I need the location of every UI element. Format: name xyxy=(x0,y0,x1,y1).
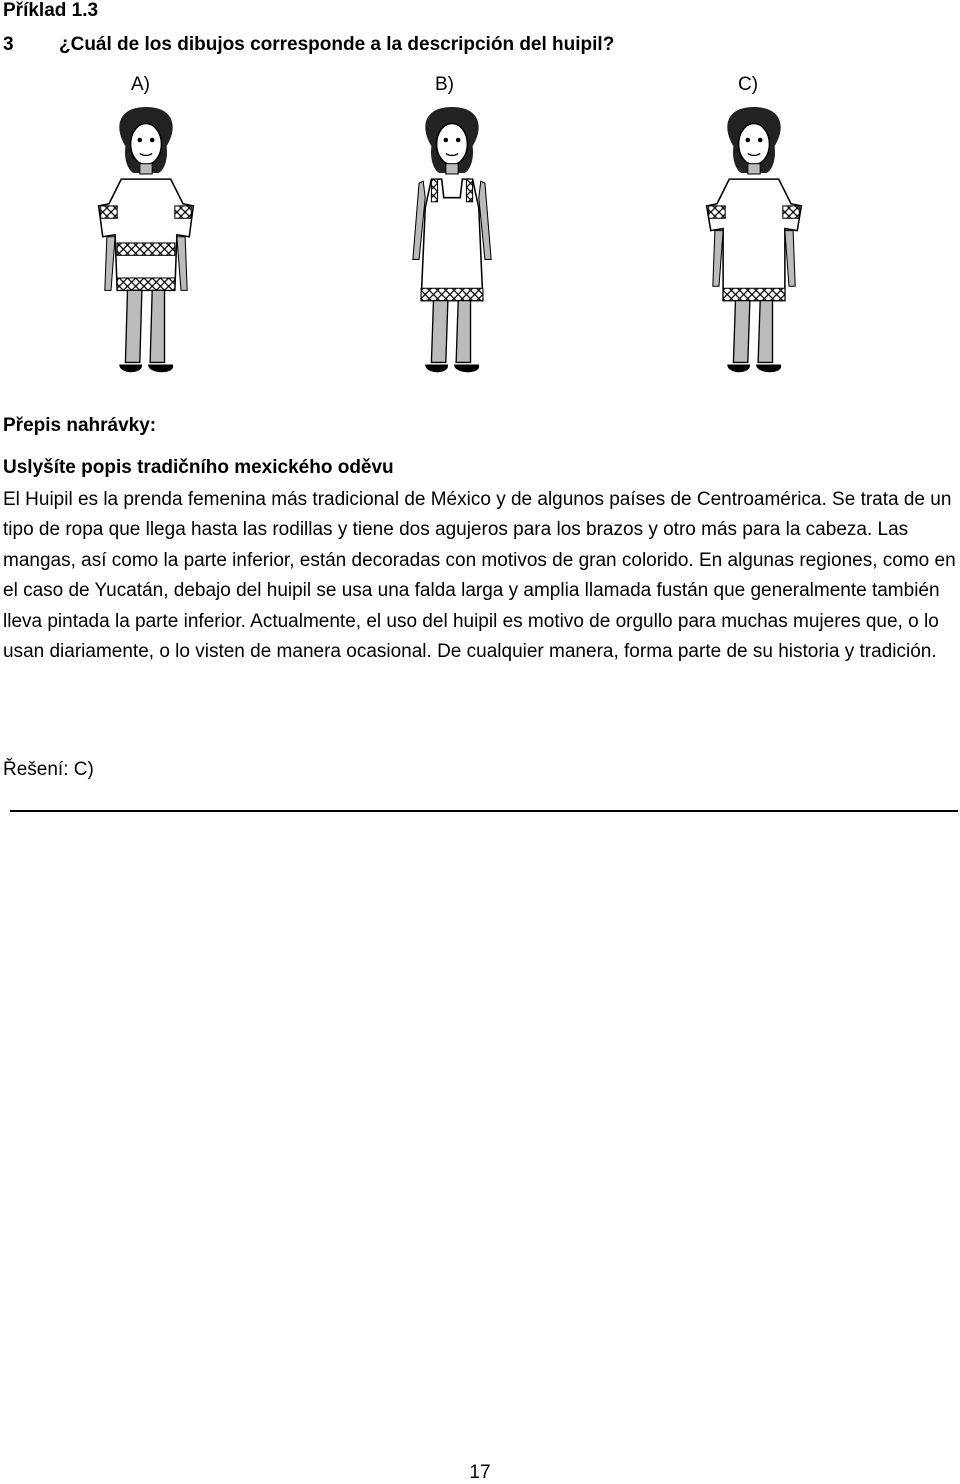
woman-huipil-decorated-icon xyxy=(702,105,806,383)
question-text: ¿Cuál de los dibujos corresponde a la descripción del huipil? xyxy=(59,34,615,55)
solution: Řešení: C) xyxy=(3,759,94,780)
transcript-subtitle: Uslyšíte popis tradičního mexického oděvu xyxy=(3,457,394,478)
exercise-heading: Příklad 1.3 xyxy=(3,0,99,21)
transcript-body: El Huipil es la prenda femenina más tradicional de México y de algunos países de Centroamérica. Se trata de un tipo de ropa que llega hasta las rodillas y tiene dos agujeros para los brazos y otro más para la cabeza. Las mangas, así como la parte inferior, están decoradas con motivos de gran colorido. En algunas regiones, como en el caso de Yucatán, debajo del huipil se usa una falda larga y amplia llamada fustán que generalmente también lleva pintada la parte inferior. Actualmente, el uso del huipil es motivo de orgullo para muchas mujeres que, o lo usan diariamente, o lo visten de manera ocasional. De cualquier manera, forma parte de su historia y tradición. xyxy=(3,489,956,663)
option-b-label: B) xyxy=(435,74,454,95)
woman-huipil-short-sleeves-icon xyxy=(94,105,198,383)
question-number: 3 xyxy=(3,34,14,55)
transcript-title: Přepis nahrávky: xyxy=(3,415,157,436)
question xyxy=(3,34,614,56)
divider-line xyxy=(10,810,958,812)
page-number: 17 xyxy=(469,1462,491,1483)
option-c-label: C) xyxy=(738,74,759,95)
woman-sleeveless-dress-icon xyxy=(400,105,504,383)
option-a-label: A) xyxy=(131,74,150,95)
